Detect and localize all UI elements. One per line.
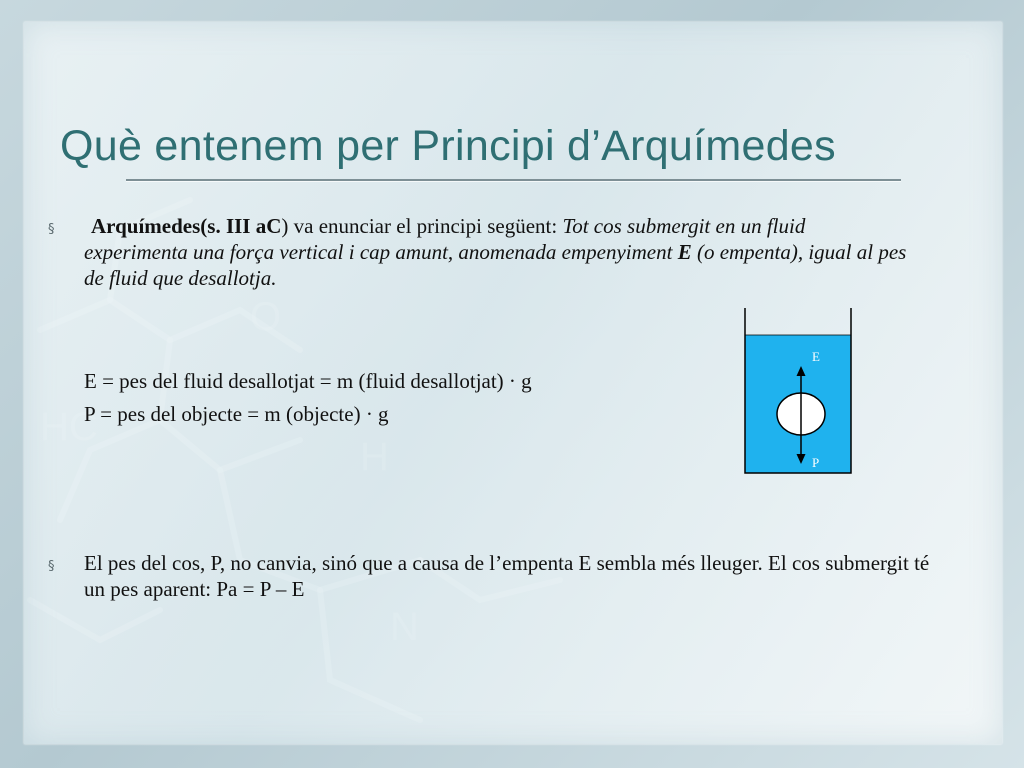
archimedes-principle-paragraph bbox=[84, 213, 914, 291]
equation-buoyancy: E = pes del fluid desallotjat = m (fluid desallotjat) · g bbox=[84, 369, 532, 393]
archimedes-diagram bbox=[743, 308, 853, 475]
diagram-svg bbox=[743, 308, 853, 475]
slide-title: Què entenem per Principi d’Arquímedes bbox=[60, 122, 836, 170]
apparent-weight-paragraph: El pes del cos, P, no canvia, sinó que a causa de l’empenta E sembla més lleuger. El cos submergit té un pes aparent: Pa = P – E bbox=[84, 551, 930, 601]
bullet-marker-1: § bbox=[48, 222, 55, 237]
label-buoyancy-e: E bbox=[812, 349, 820, 364]
principle-symbol-e: E bbox=[677, 240, 692, 264]
principle-statement-b: (o empenta), igual al pes de fluid que desallotja. bbox=[84, 240, 907, 290]
archimedes-text: ) va enunciar el principi següent: bbox=[281, 214, 563, 238]
principle-statement-a: Tot cos submergit en un fluid experimenta una força vertical i cap amunt, anomenada empenyiment bbox=[84, 214, 806, 264]
equation-weight: P = pes del objecte = m (objecte) · g bbox=[84, 402, 389, 426]
bullet-marker-2: § bbox=[48, 559, 55, 574]
title-underline bbox=[126, 179, 901, 181]
label-weight-p: P bbox=[812, 455, 820, 470]
archimedes-lead: Arquímedes(s. III aC bbox=[91, 214, 282, 238]
